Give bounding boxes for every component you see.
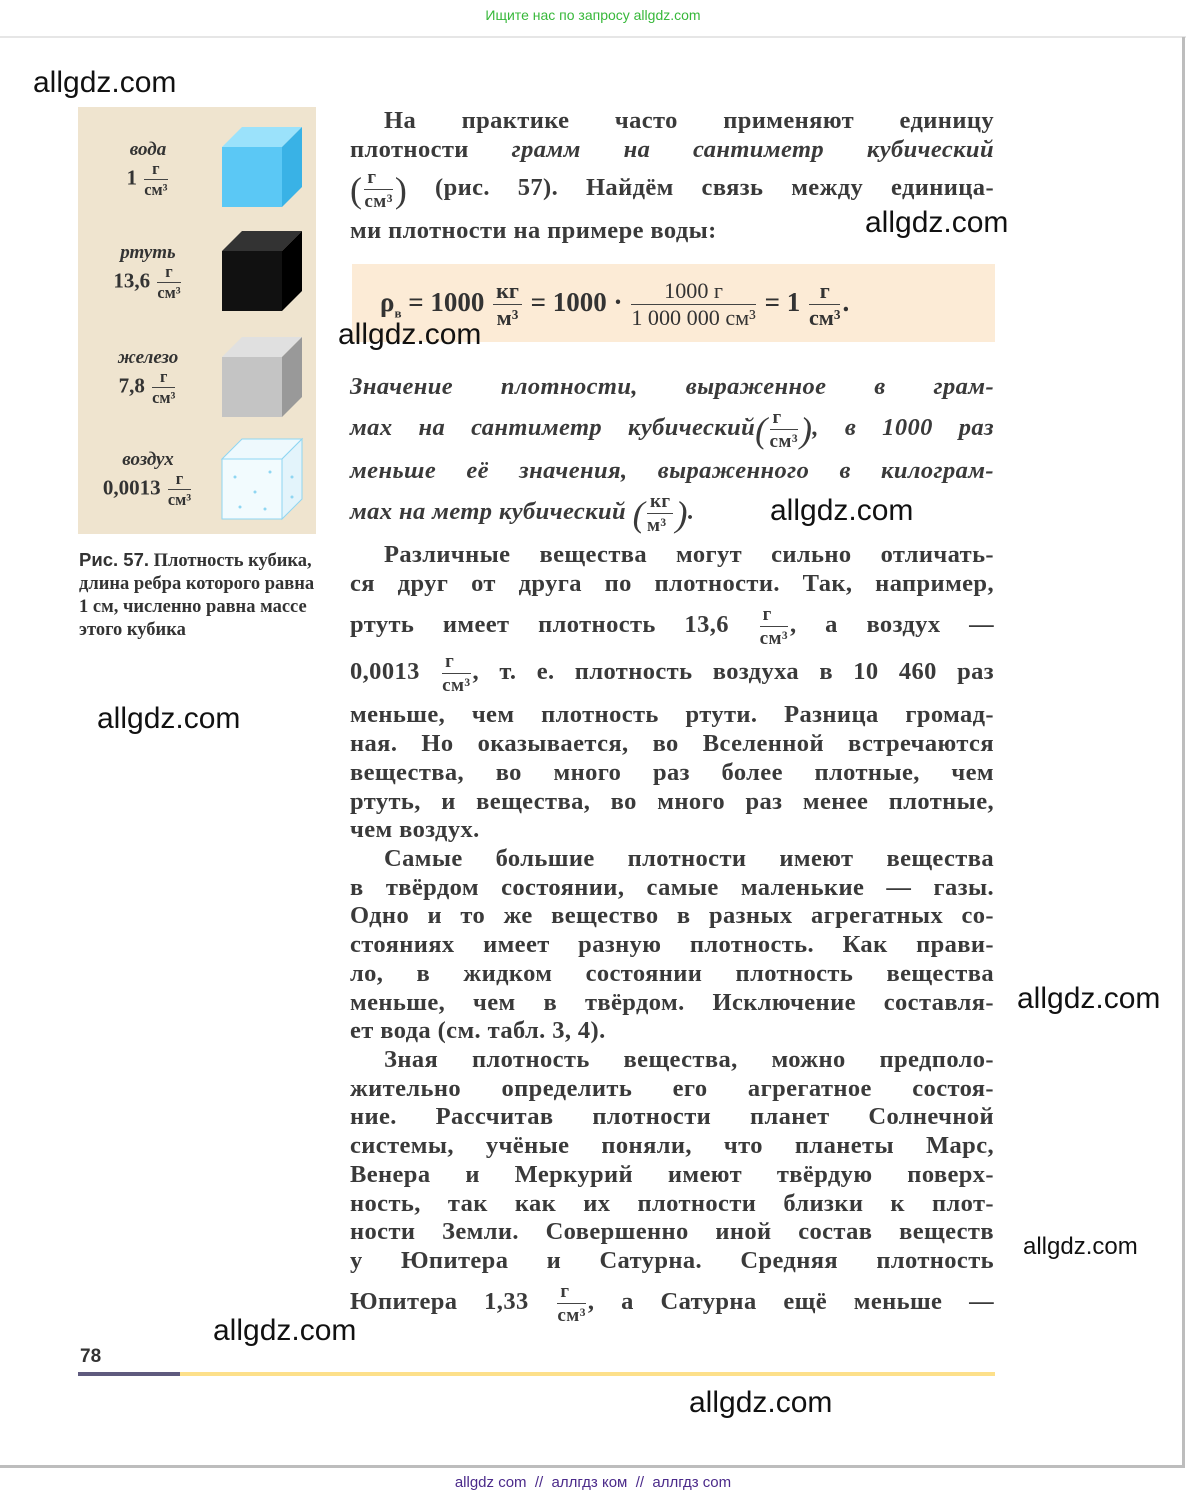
den: 1 000 000 см³ (631, 305, 756, 331)
text: , а воздух — (790, 611, 995, 639)
mercury-cube-icon (220, 229, 304, 313)
num: г (760, 605, 788, 627)
text-line: ся друг от друга по плотности. Так, например, (350, 570, 994, 597)
watermark: allgdz.com (1017, 982, 1161, 1015)
text-line: чем воздух. (350, 816, 480, 843)
text-line: ность, так как их плотности близки к плот- (350, 1190, 994, 1217)
fraction (770, 408, 798, 451)
fraction (144, 161, 167, 199)
text: плотности (350, 136, 469, 163)
text-line: в твёрдом состоянии, самые маленькие — газы. (350, 874, 994, 901)
fraction (647, 492, 674, 535)
page-border (0, 1465, 1185, 1468)
den: см³ (769, 431, 798, 453)
text: = 1000 · (530, 287, 623, 317)
text-line: Самые большие плотности имеют вещества (384, 845, 994, 872)
watermark: allgdz.com (97, 702, 241, 735)
text-line: На практике часто применяют единицу (384, 107, 994, 134)
item-value: 13,6 (113, 268, 151, 293)
text-line: ( г см³ ) (рис. 57). Найдём связь между единица- (350, 167, 995, 213)
caption-label: Рис. 57. (79, 549, 149, 570)
text: ртуть имеет плотность 13,6 (350, 611, 729, 639)
fraction (631, 280, 756, 329)
num: г (144, 161, 167, 180)
figure-57 (78, 107, 316, 534)
item-iron (78, 347, 218, 407)
den: см³ (144, 180, 168, 200)
text: , в 1000 раз (812, 414, 994, 442)
num: г (168, 471, 191, 490)
item-mercury (78, 242, 218, 302)
text-line: Различные вещества могут сильно отличать- (384, 541, 994, 568)
text-line: ние. Рассчитав плотности планет Солнечной (350, 1103, 994, 1130)
rho: ρ (380, 287, 395, 317)
text: = 1000 (408, 287, 485, 317)
page-border (1182, 37, 1185, 1467)
den: м³ (646, 515, 667, 537)
den: см³ (167, 490, 192, 510)
text: = 1 (764, 287, 801, 317)
den: м³ (496, 305, 519, 331)
text-line: меньше, чем плотность ртути. Разница громад- (350, 701, 994, 728)
fraction (557, 1282, 585, 1325)
num: кг (647, 492, 674, 514)
text-line: ми плотности на примере воды: (350, 217, 717, 244)
item-value: 7,8 (118, 373, 145, 398)
term: грамм на сантиметр кубический (511, 136, 994, 163)
page-bar (78, 1372, 180, 1376)
num: г (557, 1282, 585, 1304)
text-line: Зная плотность вещества, можно предполо- (384, 1046, 994, 1073)
item-name: воздух (122, 449, 174, 470)
fraction (442, 652, 470, 695)
iron-cube-icon (220, 335, 304, 419)
text-line: жительно определить его агрегатное состоя- (350, 1075, 994, 1102)
num: г (364, 168, 392, 190)
text-line: у Юпитера и Сатурна. Средняя плотность (350, 1247, 994, 1274)
den: см³ (759, 628, 788, 650)
text-line: меньше, чем в твёрдом. Исключение составля- (350, 989, 994, 1016)
den: см³ (808, 305, 841, 331)
den: см³ (557, 1305, 586, 1327)
caption-text: Плотность кубика, длина ребра которого равна 1 см, численно равна массе этого кубика (79, 551, 315, 640)
text-line: стояниях имеет разную плотность. Как прави- (350, 931, 994, 958)
text: , т. е. плотность воздуха в 10 460 раз (472, 658, 995, 686)
text: . (842, 287, 850, 317)
num: г (809, 280, 841, 305)
text: мах на сантиметр кубический (350, 414, 756, 442)
fraction (760, 605, 788, 648)
air-cube-icon (220, 437, 304, 521)
text: 0,0013 (350, 658, 420, 686)
watermark: allgdz.com (865, 206, 1009, 239)
figure-caption (79, 548, 319, 642)
text-line: Значение плотности, выраженное в грам- (350, 373, 994, 400)
num: 1000 г (631, 280, 756, 305)
item-name: вода (129, 139, 167, 160)
watermark: allgdz.com (1023, 1233, 1138, 1260)
site-banner: Ищите нас по запросу allgdz.com (485, 7, 701, 23)
fraction (168, 471, 191, 509)
text-line: меньше её значения, выраженного в килограм- (350, 457, 994, 484)
page-number: 78 (80, 1346, 102, 1367)
fraction (364, 168, 392, 211)
text-line: мах на метр кубический ( кг м³ ). (350, 491, 695, 537)
num: кг (493, 280, 522, 305)
den: см³ (442, 675, 471, 697)
text-line (350, 1282, 994, 1325)
item-air (78, 449, 218, 509)
footer-links[interactable]: allgdz com // аллгдз ком // аллгдз com (454, 1474, 732, 1491)
den: см³ (364, 191, 393, 213)
text-line: мах на сантиметр кубический( г см³ ), в 1000 раз (350, 407, 994, 453)
text: Юпитера 1,33 (350, 1288, 529, 1316)
item-water (78, 139, 218, 199)
item-name: железо (117, 347, 179, 368)
watermark: allgdz.com (33, 66, 177, 99)
fraction (152, 369, 175, 407)
watermark: allgdz.com (770, 494, 914, 527)
water-cube-icon (220, 125, 304, 209)
text-line: ности Земли. Совершенно иной состав веществ (350, 1218, 994, 1245)
text: мах на метр кубический (350, 498, 627, 526)
page-bar (180, 1372, 995, 1376)
text-line: вещества, во много раз более плотные, чем (350, 759, 994, 786)
num: г (157, 264, 180, 283)
divider (0, 36, 1186, 38)
text: . (687, 498, 695, 526)
num: г (770, 408, 798, 430)
text-line (350, 605, 994, 648)
watermark: allgdz.com (689, 1386, 833, 1419)
den: см³ (157, 283, 181, 303)
text-line: Венера и Меркурий имеют твёрдую поверх- (350, 1161, 994, 1188)
text: (рис. 57). Найдём связь между единица- (435, 174, 995, 202)
text-line: ло, в жидком состоянии плотность вещества (350, 960, 994, 987)
text-line: Одно и то же вещество в разных агрегатных со- (350, 902, 994, 929)
den: см³ (152, 388, 176, 408)
sub: в (394, 305, 402, 321)
watermark: allgdz.com (213, 1314, 357, 1347)
item-value: 0,0013 (102, 475, 161, 500)
fraction (809, 280, 841, 329)
num: г (442, 652, 470, 674)
item-value: 1 (126, 165, 137, 190)
text-line: ная. Но оказывается, во Вселенной встречаются (350, 730, 994, 757)
text-line (350, 652, 994, 695)
text-line (350, 135, 994, 164)
text: , а Сатурна ещё меньше — (587, 1288, 994, 1316)
text-line: ет вода (см. табл. 3, 4). (350, 1017, 606, 1044)
num: г (152, 369, 175, 388)
watermark: allgdz.com (338, 318, 482, 351)
text-line: ртуть, и вещества, во много раз менее плотные, (350, 788, 994, 815)
text-line: системы, учёные поняли, что планеты Марс, (350, 1132, 994, 1159)
item-name: ртуть (120, 242, 176, 263)
fraction (493, 280, 522, 329)
fraction (157, 264, 180, 302)
